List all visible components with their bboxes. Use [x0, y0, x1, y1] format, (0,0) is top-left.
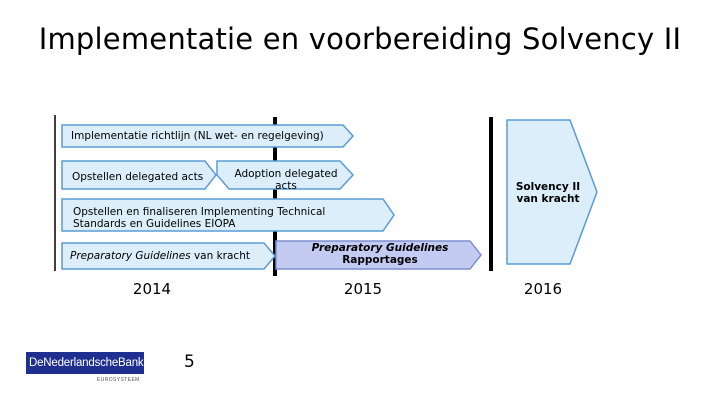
its-guidelines-label [73, 206, 325, 230]
prep-rapportages-line1: Preparatory Guidelines [311, 242, 449, 254]
prep-rapportages-line2: Rapportages [342, 254, 418, 266]
solvency-label [502, 181, 594, 205]
prep-rapportages-label [290, 242, 470, 266]
solvency-line2: van kracht [516, 193, 580, 205]
prep-vankracht-italic: Preparatory Guidelines [70, 250, 191, 262]
dnb-logo: DeNederlandscheBank [26, 352, 144, 374]
its-guidelines-line2: Standards en Guidelines EIOPA [73, 218, 236, 230]
its-guidelines-line1: Opstellen en finaliseren Implementing Technical [73, 206, 326, 218]
prep-vankracht-rest: van kracht [190, 250, 250, 262]
solvency-line1: Solvency II [515, 181, 581, 193]
year-2015: 2015 [343, 280, 383, 298]
dnb-logo-subtitle: EUROSYSTEEM [97, 377, 140, 383]
year-2016: 2016 [523, 280, 563, 298]
adoption-delegated-label: Adoption delegated acts [234, 168, 338, 192]
opstellen-delegated-label: Opstellen delegated acts [72, 171, 204, 183]
slide-title: Implementatie en voorbereiding Solvency II [38, 22, 682, 56]
page-number: 5 [184, 352, 195, 372]
implementatie-label: Implementatie richtlijn (NL wet- en regelgeving) [71, 130, 324, 142]
year-2014: 2014 [132, 280, 172, 298]
prep-vankracht-label [70, 250, 250, 262]
